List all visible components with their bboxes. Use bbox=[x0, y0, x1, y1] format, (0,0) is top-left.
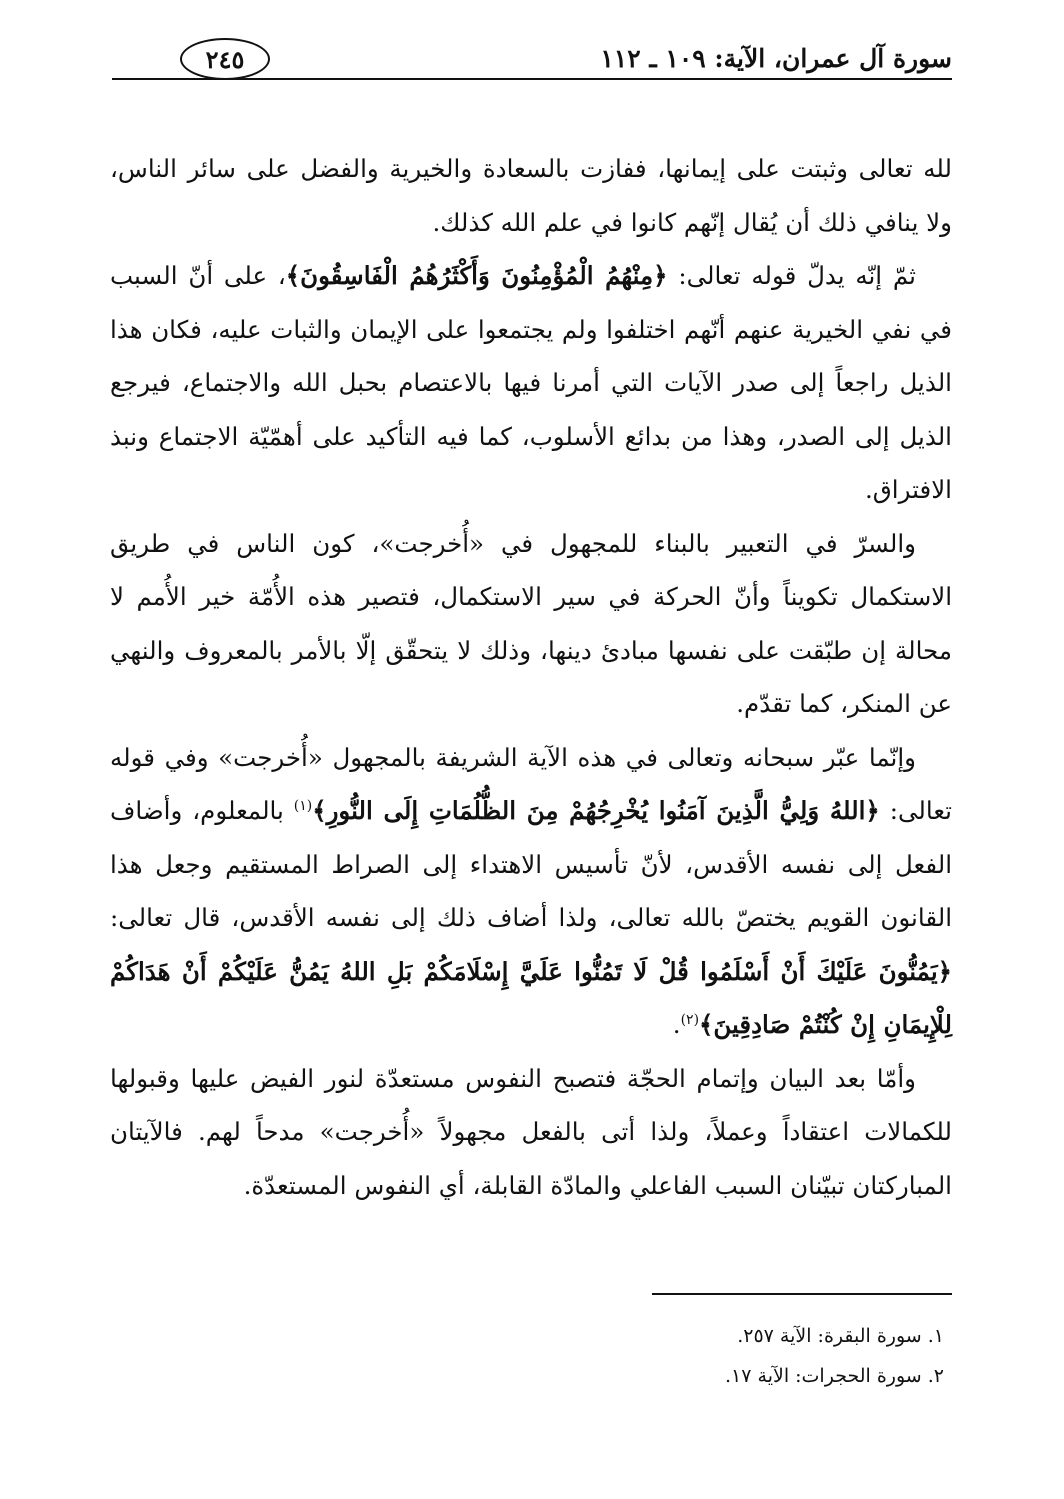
paragraph-4 bbox=[110, 731, 952, 1052]
quran-verse: ﴿اللهُ وَلِيُّ الَّذِينَ آمَنُوا يُخْرِجُهُمْ مِنَ الظُّلُمَاتِ إِلَى النُّورِ﴾ bbox=[312, 796, 880, 825]
quran-verse: ﴿يَمُنُّونَ عَلَيْكَ أَنْ أَسْلَمُوا قُلْ لَا تَمُنُّوا عَلَيَّ إِسْلَامَكُمْ بَلِ اللهُ يَمُنُّ عَلَيْكُمْ أَنْ هَدَاكُمْ لِلْإِيمَانِ إِنْ كُنْتُمْ صَادِقِينَ﴾ bbox=[110, 956, 952, 1039]
paragraph-2-text: ، على أنّ السبب في نفي الخيرية عنهم أنّهم اختلفوا ولم يجتمعوا على الإيمان والثبات عليه، فكان هذا الذيل راجعاً إلى صدر الآيات التي أمرنا فيها بالاعتصام بحبل الله والاجتماع، فيرجع الذيل إلى الصدر، وهذا من بدائع الأسلوب، كما فيه التأكيد على أهمّيّة الاجتماع ونبذ الافتراق. bbox=[110, 261, 952, 504]
footnote-ref-1: (١) bbox=[293, 797, 313, 814]
footnote-2: ٢. سورة الحجرات: الآية ١٧. bbox=[725, 1365, 944, 1387]
footnote-ref-2: (٢) bbox=[680, 1011, 700, 1028]
footnote-rule bbox=[652, 1293, 952, 1295]
page-number: ٢٤٥ bbox=[180, 38, 270, 80]
body-text bbox=[110, 142, 952, 1212]
paragraph-4-intro: وإنّما عبّر سبحانه وتعالى في هذه الآية الشريفة بالمجهول «أُخرجت» وفي قوله تعالى: bbox=[110, 742, 952, 825]
quran-verse: ﴿مِنْهُمُ الْمُؤْمِنُونَ وَأَكْثَرُهُمُ الْفَاسِقُونَ﴾ bbox=[285, 261, 668, 290]
paragraph-2 bbox=[110, 249, 952, 517]
paragraph-4-end: . bbox=[672, 1010, 681, 1039]
footnote-1: ١. سورة البقرة: الآية ٢٥٧. bbox=[737, 1325, 944, 1347]
paragraph-1: لله تعالى وثبتت على إيمانها، ففازت بالسعادة والخيرية والفضل على سائر الناس، ولا ينافي ذلك أن يُقال إنّهم كانوا في علم الله كذلك. bbox=[110, 154, 952, 237]
page-header bbox=[112, 38, 952, 82]
header-rule bbox=[112, 78, 952, 80]
footnotes bbox=[384, 1316, 944, 1396]
paragraph-5: وأمّا بعد البيان وإتمام الحجّة فتصبح النفوس مستعدّة لنور الفيض عليها وقبولها للكمالات اعتقاداً وعملاً، ولذا أتى بالفعل مجهولاً «أُخرجت» مدحاً لهم. فالآيتان المباركتان تبيّنان السبب الفاعلي والمادّة القابلة، أي النفوس المستعدّة. bbox=[110, 1063, 952, 1200]
paragraph-4-text: بالمعلوم، وأضاف الفعل إلى نفسه الأقدس، لأنّ تأسيس الاهتداء إلى الصراط المستقيم وجعل هذا القانون القويم يختصّ بالله تعالى، ولذا أضاف ذلك إلى نفسه الأقدس، قال تعالى: bbox=[110, 796, 953, 932]
paragraph-2-intro: ثمّ إنّه يدلّ قوله تعالى: bbox=[667, 261, 916, 290]
paragraph-3: والسرّ في التعبير بالبناء للمجهول في «أُخرجت»، كون الناس في طريق الاستكمال تكويناً وأنّ الحركة في سير الاستكمال، فتصير هذه الأُمّة خير الأُمم لا محالة إن طبّقت على نفسها مبادئ دينها، وذلك لا يتحقّق إلّا بالأمر بالمعروف والنهي عن المنكر، كما تقدّم. bbox=[110, 528, 952, 718]
running-title: سورة آل عمران، الآية: ١٠٩ ـ ١١٢ bbox=[600, 44, 952, 73]
